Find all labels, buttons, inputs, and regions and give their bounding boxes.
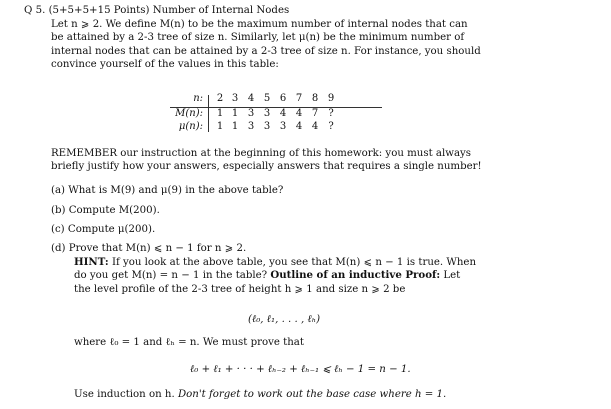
table-cell: 7: [311, 107, 319, 119]
hint-line-2: [74, 269, 460, 282]
induction-italic: Don't forget to work out the base case where h = 1.: [177, 389, 447, 400]
table-cell: 3: [263, 107, 271, 119]
question-number: Q 5.: [24, 5, 46, 16]
table-cell: ?: [328, 121, 334, 132]
level-profile: (ℓ₀, ℓ₁, . . . , ℓₕ): [248, 314, 321, 325]
table-cell: 4: [279, 107, 287, 119]
part-c: (c) Compute μ(200).: [51, 224, 156, 235]
remember-line-2: briefly justify how your answers, especially answers that requires a single number!: [51, 161, 482, 172]
table-cell: 5: [263, 93, 271, 104]
row-label-mu: μ(n):: [178, 121, 203, 132]
hint-label: HINT:: [74, 256, 109, 268]
table-cell: 4: [247, 93, 255, 104]
question-points: (5+5+5+15 Points): [48, 5, 150, 16]
table-cell: 1: [231, 121, 239, 132]
hint-line-2-end: Let: [443, 270, 461, 281]
hint-line-2-start: do you get M(n) = n − 1 in the table?: [74, 270, 268, 281]
row-label-n: n:: [193, 93, 203, 104]
inequality: ℓ₀ + ℓ₁ + · · · + ℓₕ₋₂ + ℓₕ₋₁ ⩽ ℓₕ − 1 = n − 1.: [190, 364, 411, 375]
table-cell: 3: [247, 121, 255, 132]
table-cell: ?: [328, 107, 334, 119]
table-cell: 9: [327, 93, 335, 104]
intro-line-1: Let n ⩾ 2. We define M(n) to be the maximum number of internal nodes that can: [51, 19, 468, 30]
hint-outline-label: Outline of an inductive Proof:: [270, 269, 441, 281]
table-cell: 1: [231, 107, 239, 119]
induction-line: [74, 388, 446, 401]
where-line: where ℓ₀ = 1 and ℓₕ = n. We must prove that: [74, 337, 304, 348]
hint-line-1-text: If you look at the above table, you see that M(n) ⩽ n − 1 is true. When: [111, 257, 477, 268]
table-cell: 4: [311, 121, 319, 132]
table-cell: 2: [216, 93, 224, 104]
question-header: [24, 4, 289, 17]
row-label-M: M(n):: [175, 107, 203, 119]
table-cell: 4: [295, 121, 303, 132]
induction-start: Use induction on h.: [74, 389, 175, 400]
part-a: (a) What is M(9) and μ(9) in the above table?: [51, 185, 284, 196]
table-cell: 7: [295, 93, 303, 104]
table-cell: 3: [263, 121, 271, 132]
table-cell: 3: [247, 107, 255, 119]
hint-line-1: [74, 256, 476, 269]
intro-line-2: be attained by a 2-3 tree of size n. Similarly, let μ(n) be the minimum number of: [51, 32, 465, 43]
table-cell: 1: [216, 121, 224, 132]
table-vertical-rule: [208, 95, 209, 132]
intro-line-3: internal nodes that can be attained by a 2-3 tree of size n. For instance, you should: [51, 46, 481, 57]
hint-line-3: the level profile of the 2-3 tree of height h ⩾ 1 and size n ⩾ 2 be: [74, 284, 406, 295]
part-d: (d) Prove that M(n) ⩽ n − 1 for n ⩾ 2.: [51, 243, 247, 254]
intro-line-4: convince yourself of the values in this table:: [51, 59, 279, 70]
table-cell: 6: [279, 93, 287, 104]
table-cell: 3: [279, 121, 287, 132]
table-cell: 8: [311, 93, 319, 104]
table-cell: 1: [216, 107, 224, 119]
remember-line-1: REMEMBER our instruction at the beginning of this homework: you must always: [51, 148, 472, 159]
question-title: Number of Internal Nodes: [152, 5, 290, 16]
table-cell: 4: [295, 107, 303, 119]
table-cell: 3: [231, 93, 239, 104]
part-b: (b) Compute M(200).: [51, 205, 160, 216]
